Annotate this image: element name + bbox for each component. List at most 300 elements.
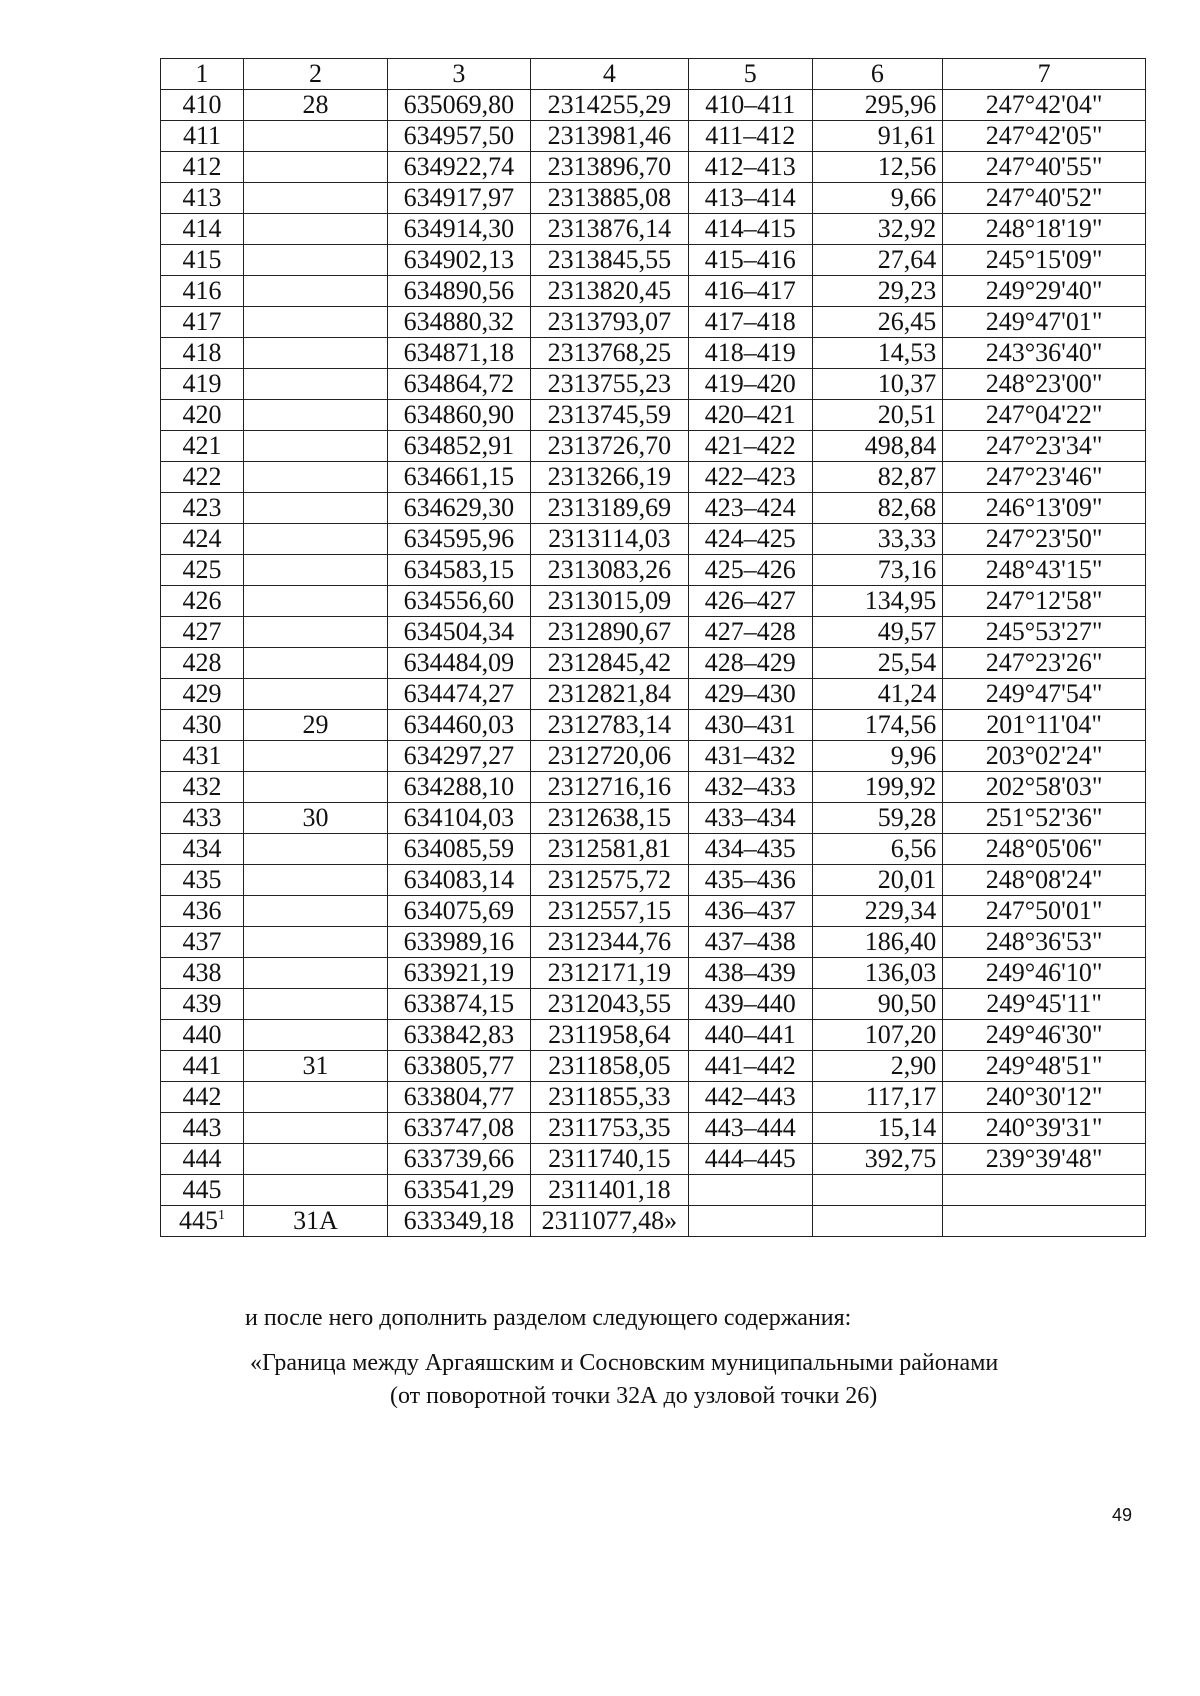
column-header-7: 7 xyxy=(943,59,1146,90)
y-coordinate-cell-text: 2312783,14 xyxy=(547,710,672,739)
angle-cell-text: 249°46'30" xyxy=(985,1020,1103,1049)
table-row xyxy=(161,772,1146,803)
length-cell-text: 9,96 xyxy=(890,741,937,770)
point-superscript: 1 xyxy=(218,1208,226,1223)
point-cell xyxy=(161,741,244,772)
point-cell-text: 413 xyxy=(182,183,222,212)
angle-cell xyxy=(943,121,1146,152)
x-coordinate-cell xyxy=(387,524,530,555)
point-cell-text: 445 xyxy=(182,1175,222,1204)
table-row xyxy=(161,431,1146,462)
angle-cell xyxy=(943,90,1146,121)
point-cell-text: 435 xyxy=(182,865,222,894)
angle-cell xyxy=(943,183,1146,214)
angle-cell-text: 249°29'40" xyxy=(985,276,1103,305)
point-cell xyxy=(161,927,244,958)
angle-cell xyxy=(943,617,1146,648)
angle-cell-text: 240°30'12" xyxy=(985,1082,1103,1111)
point-cell-text: 432 xyxy=(182,772,222,801)
line-cell-text: 436–437 xyxy=(704,896,796,925)
point-cell-text: 424 xyxy=(182,524,222,553)
angle-cell xyxy=(943,679,1146,710)
length-cell-text: 49,57 xyxy=(877,617,937,646)
x-coordinate-cell-text: 634075,69 xyxy=(403,896,515,925)
table-row xyxy=(161,1082,1146,1113)
line-cell-text: 430–431 xyxy=(704,710,796,739)
table-row xyxy=(161,524,1146,555)
length-cell xyxy=(812,338,943,369)
y-coordinate-cell xyxy=(530,369,688,400)
line-cell-text: 431–432 xyxy=(704,741,796,770)
angle-cell-text: 247°23'26" xyxy=(985,648,1103,677)
segment-cell xyxy=(244,772,388,803)
line-cell-text: 422–423 xyxy=(704,462,796,491)
point-cell xyxy=(161,555,244,586)
x-coordinate-cell-text: 634104,03 xyxy=(403,803,515,832)
column-header-2: 2 xyxy=(244,59,388,90)
point-cell-text: 439 xyxy=(182,989,222,1018)
line-cell-text: 439–440 xyxy=(704,989,796,1018)
line-cell-text: 444–445 xyxy=(704,1144,796,1173)
point-cell-text: 416 xyxy=(182,276,222,305)
point-cell xyxy=(161,896,244,927)
x-coordinate-cell-text: 633747,08 xyxy=(403,1113,515,1142)
point-cell-text: 438 xyxy=(182,958,222,987)
length-cell-text: 199,92 xyxy=(864,772,937,801)
segment-cell xyxy=(244,462,388,493)
length-cell xyxy=(812,803,943,834)
length-cell-text: 82,68 xyxy=(877,493,937,522)
segment-cell xyxy=(244,245,388,276)
length-cell xyxy=(812,431,943,462)
y-coordinate-cell-text: 2313015,09 xyxy=(547,586,672,615)
angle-cell-text: 251°52'36" xyxy=(985,803,1103,832)
x-coordinate-cell-text: 634957,50 xyxy=(403,121,515,150)
section-title-line-2: (от поворотной точки 32А до узловой точки 26) xyxy=(390,1383,878,1409)
segment-cell xyxy=(244,617,388,648)
y-coordinate-cell-text: 2313845,55 xyxy=(547,245,672,274)
x-coordinate-cell-text: 634288,10 xyxy=(403,772,515,801)
x-coordinate-cell xyxy=(387,1113,530,1144)
line-cell xyxy=(688,1144,812,1175)
point-cell xyxy=(161,90,244,121)
length-cell xyxy=(812,834,943,865)
table-row xyxy=(161,1113,1146,1144)
line-cell-text: 413–414 xyxy=(704,183,796,212)
point-cell-text: 421 xyxy=(182,431,222,460)
line-cell xyxy=(688,865,812,896)
angle-cell xyxy=(943,927,1146,958)
column-header-4: 4 xyxy=(530,59,688,90)
line-cell xyxy=(688,896,812,927)
segment-cell xyxy=(244,586,388,617)
length-cell xyxy=(812,710,943,741)
length-cell xyxy=(812,1144,943,1175)
y-coordinate-cell-text: 2313820,45 xyxy=(547,276,672,305)
x-coordinate-cell-text: 634852,91 xyxy=(403,431,515,460)
line-cell-text: 411–412 xyxy=(705,121,796,150)
length-cell xyxy=(812,958,943,989)
angle-cell xyxy=(943,214,1146,245)
point-cell xyxy=(161,1113,244,1144)
x-coordinate-cell-text: 634504,34 xyxy=(403,617,515,646)
segment-cell xyxy=(244,276,388,307)
segment-cell xyxy=(244,1082,388,1113)
angle-cell xyxy=(943,369,1146,400)
point-cell xyxy=(161,369,244,400)
table-row xyxy=(161,369,1146,400)
table-row xyxy=(161,555,1146,586)
line-cell-text: 440–441 xyxy=(704,1020,796,1049)
length-cell xyxy=(812,586,943,617)
angle-cell-text: 247°12'58" xyxy=(985,586,1103,615)
y-coordinate-cell-text: 2313189,69 xyxy=(547,493,672,522)
angle-cell-text: 243°36'40" xyxy=(985,338,1103,367)
point-cell-text: 434 xyxy=(182,834,222,863)
line-cell-text: 421–422 xyxy=(704,431,796,460)
length-cell xyxy=(812,741,943,772)
point-cell xyxy=(161,710,244,741)
line-cell xyxy=(688,1082,812,1113)
point-cell-text: 442 xyxy=(182,1082,222,1111)
x-coordinate-cell xyxy=(387,1144,530,1175)
x-coordinate-cell-text: 634085,59 xyxy=(403,834,515,863)
table-row xyxy=(161,834,1146,865)
point-cell-text: 441 xyxy=(182,1051,222,1080)
angle-cell xyxy=(943,1051,1146,1082)
line-cell xyxy=(688,431,812,462)
length-cell-text: 9,66 xyxy=(890,183,937,212)
segment-cell xyxy=(244,493,388,524)
y-coordinate-cell-text: 2312720,06 xyxy=(547,741,672,770)
length-cell-text: 134,95 xyxy=(864,586,937,615)
x-coordinate-cell-text: 633921,19 xyxy=(403,958,515,987)
segment-cell xyxy=(244,183,388,214)
point-cell-text: 436 xyxy=(182,896,222,925)
line-cell xyxy=(688,276,812,307)
line-cell xyxy=(688,1020,812,1051)
x-coordinate-cell xyxy=(387,679,530,710)
point-cell xyxy=(161,307,244,338)
line-cell-text: 437–438 xyxy=(704,927,796,956)
length-cell xyxy=(812,648,943,679)
line-cell-text: 417–418 xyxy=(704,307,796,336)
angle-cell-text: 248°05'06" xyxy=(985,834,1103,863)
x-coordinate-cell-text: 634583,15 xyxy=(403,555,515,584)
point-cell-text: 427 xyxy=(182,617,222,646)
line-cell-text: 427–428 xyxy=(704,617,796,646)
segment-cell-text: 30 xyxy=(302,803,329,832)
y-coordinate-cell xyxy=(530,276,688,307)
line-cell xyxy=(688,1051,812,1082)
line-cell xyxy=(688,586,812,617)
angle-cell-text: 245°53'27" xyxy=(985,617,1103,646)
y-coordinate-cell xyxy=(530,710,688,741)
point-cell xyxy=(161,276,244,307)
x-coordinate-cell-text: 634890,56 xyxy=(403,276,515,305)
point-cell-text: 415 xyxy=(182,245,222,274)
point-cell-text: 411 xyxy=(183,121,222,150)
angle-cell xyxy=(943,431,1146,462)
angle-cell-text: 247°42'05" xyxy=(985,121,1103,150)
segment-cell-text: 29 xyxy=(302,710,329,739)
y-coordinate-cell xyxy=(530,493,688,524)
segment-cell xyxy=(244,555,388,586)
y-coordinate-cell xyxy=(530,1175,688,1206)
length-cell-text: 91,61 xyxy=(877,121,937,150)
angle-cell xyxy=(943,834,1146,865)
x-coordinate-cell-text: 633541,29 xyxy=(403,1175,515,1204)
y-coordinate-cell-text: 2313755,23 xyxy=(547,369,672,398)
point-cell xyxy=(161,400,244,431)
length-cell-text: 20,51 xyxy=(877,400,937,429)
angle-cell xyxy=(943,710,1146,741)
x-coordinate-cell-text: 634484,09 xyxy=(403,648,515,677)
table-row xyxy=(161,803,1146,834)
point-cell-text: 437 xyxy=(182,927,222,956)
y-coordinate-cell xyxy=(530,586,688,617)
point-cell-text: 410 xyxy=(182,90,222,119)
y-coordinate-cell-text: 2312557,15 xyxy=(547,896,672,925)
point-cell xyxy=(161,152,244,183)
segment-cell xyxy=(244,1051,388,1082)
line-cell xyxy=(688,927,812,958)
length-cell xyxy=(812,865,943,896)
angle-cell-text: 249°45'11" xyxy=(986,989,1102,1018)
y-coordinate-cell xyxy=(530,1206,688,1237)
line-cell-text: 415–416 xyxy=(704,245,796,274)
length-cell xyxy=(812,1082,943,1113)
x-coordinate-cell xyxy=(387,803,530,834)
length-cell xyxy=(812,1175,943,1206)
table-row xyxy=(161,617,1146,648)
length-cell-text: 15,14 xyxy=(877,1113,937,1142)
y-coordinate-cell xyxy=(530,431,688,462)
table-row xyxy=(161,307,1146,338)
point-cell xyxy=(161,679,244,710)
line-cell-text: 426–427 xyxy=(704,586,796,615)
angle-cell xyxy=(943,741,1146,772)
y-coordinate-cell-text: 2312043,55 xyxy=(547,989,672,1018)
table-row xyxy=(161,958,1146,989)
length-cell-text: 136,03 xyxy=(864,958,937,987)
table-row xyxy=(161,741,1146,772)
x-coordinate-cell-text: 634902,13 xyxy=(403,245,515,274)
point-cell xyxy=(161,1175,244,1206)
length-cell-text: 10,37 xyxy=(877,369,937,398)
x-coordinate-cell-text: 634556,60 xyxy=(403,586,515,615)
line-cell-text: 425–426 xyxy=(704,555,796,584)
length-cell-text: 73,16 xyxy=(877,555,937,584)
section-title-line-1: «Граница между Аргаяшским и Сосновским муниципальными районами xyxy=(250,1350,999,1376)
angle-cell-text: 247°50'01" xyxy=(985,896,1103,925)
angle-cell-text: 247°04'22" xyxy=(985,400,1103,429)
angle-cell xyxy=(943,307,1146,338)
table-row xyxy=(161,245,1146,276)
x-coordinate-cell xyxy=(387,276,530,307)
length-cell-text: 29,23 xyxy=(877,276,937,305)
segment-cell xyxy=(244,214,388,245)
point-cell-text: 433 xyxy=(182,803,222,832)
length-cell-text: 27,64 xyxy=(877,245,937,274)
y-coordinate-cell-text: 2311077,48» xyxy=(541,1206,678,1235)
point-cell-text: 444 xyxy=(182,1144,222,1173)
point-cell xyxy=(161,524,244,555)
y-coordinate-cell xyxy=(530,307,688,338)
line-cell-text: 418–419 xyxy=(704,338,796,367)
x-coordinate-cell xyxy=(387,462,530,493)
table-row xyxy=(161,896,1146,927)
x-coordinate-cell-text: 633989,16 xyxy=(403,927,515,956)
x-coordinate-cell xyxy=(387,865,530,896)
length-cell xyxy=(812,896,943,927)
angle-cell xyxy=(943,865,1146,896)
x-coordinate-cell xyxy=(387,741,530,772)
y-coordinate-cell-text: 2313793,07 xyxy=(547,307,672,336)
table-row xyxy=(161,927,1146,958)
column-header-3: 3 xyxy=(387,59,530,90)
point-cell xyxy=(161,183,244,214)
line-cell-text: 435–436 xyxy=(704,865,796,894)
y-coordinate-cell xyxy=(530,1020,688,1051)
y-coordinate-cell xyxy=(530,865,688,896)
line-cell xyxy=(688,803,812,834)
angle-cell xyxy=(943,586,1146,617)
x-coordinate-cell xyxy=(387,369,530,400)
table-row xyxy=(161,462,1146,493)
x-coordinate-cell-text: 634460,03 xyxy=(403,710,515,739)
angle-cell xyxy=(943,276,1146,307)
segment-cell xyxy=(244,989,388,1020)
x-coordinate-cell-text: 634629,30 xyxy=(403,493,515,522)
line-cell-text: 434–435 xyxy=(704,834,796,863)
table-row xyxy=(161,1175,1146,1206)
x-coordinate-cell xyxy=(387,710,530,741)
x-coordinate-cell-text: 634474,27 xyxy=(403,679,515,708)
y-coordinate-cell-text: 2313745,59 xyxy=(547,400,672,429)
y-coordinate-cell-text: 2311855,33 xyxy=(548,1082,671,1111)
x-coordinate-cell-text: 633804,77 xyxy=(403,1082,515,1111)
point-cell-text: 440 xyxy=(182,1020,222,1049)
angle-cell-text: 248°36'53" xyxy=(985,927,1103,956)
table-row xyxy=(161,710,1146,741)
angle-cell xyxy=(943,989,1146,1020)
x-coordinate-cell-text: 633739,66 xyxy=(403,1144,515,1173)
angle-cell-text: 249°48'51" xyxy=(985,1051,1103,1080)
y-coordinate-cell xyxy=(530,524,688,555)
y-coordinate-cell xyxy=(530,679,688,710)
x-coordinate-cell xyxy=(387,493,530,524)
angle-cell xyxy=(943,400,1146,431)
segment-cell xyxy=(244,369,388,400)
line-cell xyxy=(688,741,812,772)
angle-cell xyxy=(943,958,1146,989)
y-coordinate-cell xyxy=(530,803,688,834)
x-coordinate-cell xyxy=(387,1020,530,1051)
length-cell xyxy=(812,989,943,1020)
angle-cell xyxy=(943,1082,1146,1113)
angle-cell-text: 247°40'52" xyxy=(985,183,1103,212)
line-cell-text: 420–421 xyxy=(704,400,796,429)
point-cell xyxy=(161,338,244,369)
line-cell xyxy=(688,958,812,989)
segment-cell xyxy=(244,1113,388,1144)
length-cell-text: 6,56 xyxy=(890,834,937,863)
line-cell xyxy=(688,834,812,865)
point-cell xyxy=(161,1020,244,1051)
y-coordinate-cell xyxy=(530,834,688,865)
length-cell xyxy=(812,1113,943,1144)
line-cell xyxy=(688,555,812,586)
line-cell xyxy=(688,121,812,152)
y-coordinate-cell xyxy=(530,152,688,183)
line-cell-text: 428–429 xyxy=(704,648,796,677)
length-cell-text: 32,92 xyxy=(877,214,937,243)
angle-cell-text: 247°23'34" xyxy=(985,431,1103,460)
point-cell-text: 423 xyxy=(182,493,222,522)
x-coordinate-cell-text: 634880,32 xyxy=(403,307,515,336)
x-coordinate-cell xyxy=(387,1051,530,1082)
line-cell xyxy=(688,214,812,245)
angle-cell xyxy=(943,648,1146,679)
segment-cell xyxy=(244,1020,388,1051)
segment-cell xyxy=(244,431,388,462)
y-coordinate-cell xyxy=(530,958,688,989)
x-coordinate-cell-text: 633349,18 xyxy=(403,1206,515,1235)
line-cell xyxy=(688,710,812,741)
point-cell-text: 431 xyxy=(182,741,222,770)
point-cell-text: 429 xyxy=(182,679,222,708)
line-cell-text: 442–443 xyxy=(704,1082,796,1111)
length-cell-text: 82,87 xyxy=(877,462,937,491)
segment-cell-text: 31А xyxy=(293,1206,338,1235)
y-coordinate-cell-text: 2312890,67 xyxy=(547,617,672,646)
point-cell xyxy=(161,865,244,896)
length-cell xyxy=(812,400,943,431)
point-cell xyxy=(161,989,244,1020)
segment-cell-text: 28 xyxy=(302,90,329,119)
y-coordinate-cell xyxy=(530,245,688,276)
angle-cell-text: 248°18'19" xyxy=(985,214,1103,243)
y-coordinate-cell-text: 2311858,05 xyxy=(548,1051,671,1080)
line-cell xyxy=(688,462,812,493)
segment-cell xyxy=(244,524,388,555)
length-cell xyxy=(812,555,943,586)
segment-cell xyxy=(244,927,388,958)
x-coordinate-cell xyxy=(387,1175,530,1206)
y-coordinate-cell-text: 2311753,35 xyxy=(548,1113,671,1142)
x-coordinate-cell-text: 633842,83 xyxy=(403,1020,515,1049)
x-coordinate-cell-text: 635069,80 xyxy=(403,90,515,119)
angle-cell-text: 249°47'01" xyxy=(985,307,1103,336)
length-cell xyxy=(812,1020,943,1051)
x-coordinate-cell xyxy=(387,338,530,369)
x-coordinate-cell xyxy=(387,834,530,865)
length-cell-text: 186,40 xyxy=(864,927,937,956)
length-cell-text: 498,84 xyxy=(864,431,937,460)
point-cell-text: 419 xyxy=(182,369,222,398)
table-row xyxy=(161,1051,1146,1082)
column-header-1: 1 xyxy=(161,59,244,90)
point-cell-text: 417 xyxy=(182,307,222,336)
angle-cell xyxy=(943,462,1146,493)
y-coordinate-cell-text: 2312638,15 xyxy=(547,803,672,832)
line-cell xyxy=(688,1175,812,1206)
line-cell xyxy=(688,493,812,524)
y-coordinate-cell-text: 2313083,26 xyxy=(547,555,672,584)
table-header-row xyxy=(161,59,1146,90)
length-cell-text: 90,50 xyxy=(877,989,937,1018)
